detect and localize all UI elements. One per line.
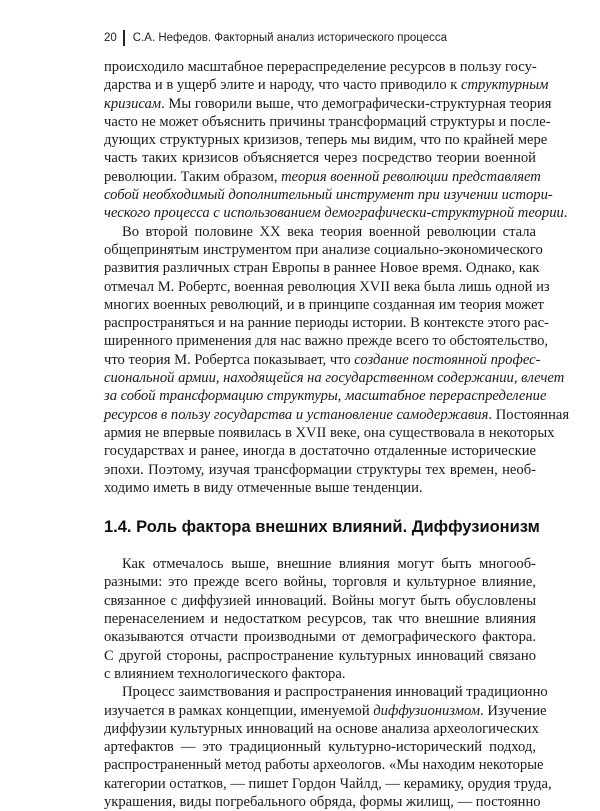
text-line xyxy=(104,95,552,113)
section-heading: 1.4. Роль фактора внешних влияний. Диффузионизм xyxy=(104,518,540,537)
emphasis: за собой трансформацию структуры, масштабное перераспределение xyxy=(104,388,547,405)
text-line: происходило масштабное перераспределение ресурсов в пользу госу- xyxy=(104,59,537,75)
body-text xyxy=(104,58,570,811)
text-span: . Постоянная xyxy=(488,406,570,423)
text-line xyxy=(104,406,570,424)
text-line: С другой стороны, распространение культурных инноваций связано xyxy=(104,647,536,664)
paragraph-4 xyxy=(104,683,552,811)
text-line: Процесс заимствования и распространения инноваций традиционно xyxy=(122,684,548,701)
header-divider xyxy=(123,30,125,46)
text-line: часть таких кризисов объясняется через посредство теории военной xyxy=(104,150,536,167)
text-line: Как отмечалось выше, внешние влияния могут быть многооб- xyxy=(122,556,536,573)
text-line: распространяться и на ранние периоды истории. В контексте этого рас- xyxy=(104,315,549,332)
text-line: оказываются отчасти производными от демографического фактора. xyxy=(104,629,536,646)
text-line: армия не впервые появилась в XVII веке, она существовала в некоторых xyxy=(104,424,555,441)
emphasis: создание постоянной профес- xyxy=(354,351,541,368)
text-line: ширенного применения для нас важно прежде всего то обстоятельство, xyxy=(104,333,549,350)
emphasis: структурным xyxy=(461,77,549,94)
text-span: что теория М. Робертса показывает, что xyxy=(104,351,355,368)
text-line: артефактов — это традиционный культурно-исторический подход, xyxy=(104,739,536,756)
emphasis: сиональной армии, находящейся на государственном содержании, влечет xyxy=(104,370,565,387)
text-line xyxy=(104,76,549,94)
text-line: государствах и ранее, иногда в достаточно отдаленные исторические xyxy=(104,443,536,460)
page-number: 20 xyxy=(104,32,117,44)
text-line: категории остатков, — пишет Гордон Чайлд, — керамику, орудия труда, xyxy=(104,775,552,792)
text-line: с влиянием технологического фактора. xyxy=(104,665,346,682)
text-line: отмечал М. Робертс, военная революция XVII века была лишь одной из xyxy=(104,278,550,295)
emphasis: ресурсов в пользу государства и установление самодержавия xyxy=(104,406,489,423)
text-line xyxy=(104,186,553,204)
text-line: эпохи. Поэтому, изучая трансформации структуры тех времен, необ- xyxy=(104,461,536,478)
text-line: ходимо иметь в виду отмеченные выше тенденции. xyxy=(104,479,423,496)
text-line: перенаселением и недостатком ресурсов, так что внешние влияния xyxy=(104,611,536,628)
text-line: распространенный метод работы археологов. «Мы находим некоторые xyxy=(104,757,544,774)
emphasis: ческого процесса с использованием демографически-структурной теории xyxy=(104,205,564,222)
text-line: дующих структурных кризизов, теперь мы видим, что по крайней мере xyxy=(104,132,548,149)
paragraph-3 xyxy=(104,555,536,683)
text-span: . Изучение xyxy=(480,702,547,719)
text-line xyxy=(104,204,568,222)
text-line: многих военных революций, и в принципе созданная им теория может xyxy=(104,296,544,313)
text-line: часто не может объяснить причины трансформаций структуры и после- xyxy=(104,113,551,130)
text-span: . xyxy=(563,205,568,222)
text-line: связанное с диффузией инноваций. Войны могут быть обусловлены xyxy=(104,592,536,609)
paragraph-2 xyxy=(104,223,570,497)
text-line: украшения, виды погребального обряда, формы жилищ, — постоянно xyxy=(104,793,541,810)
text-line: общепринятым инструментом при анализе социально-экономического xyxy=(104,241,543,258)
text-line: развития различных стран Европы в раннее Новое время. Однако, как xyxy=(104,260,540,277)
emphasis: диффузионизмом xyxy=(373,702,481,719)
emphasis: собой необходимый дополнительный инструмент при изучении истори- xyxy=(104,187,553,204)
running-head-title: С.А. Нефедов. Факторный анализ исторического процесса xyxy=(132,32,447,44)
text-line xyxy=(104,702,547,720)
emphasis: теория военной революции представляет xyxy=(281,168,541,185)
text-line xyxy=(104,351,541,369)
text-span: . Мы говорили выше, что демографически-структурная теория xyxy=(161,95,552,112)
text-line xyxy=(104,369,565,387)
text-span: революции. Таким образом, xyxy=(104,168,282,185)
text-line: диффузии культурных инноваций на основе анализа археологических xyxy=(104,720,539,737)
emphasis: кризисам xyxy=(104,95,162,112)
text-line xyxy=(104,387,547,405)
text-line: разными: это прежде всего войны, торговля и культурное влияние, xyxy=(104,574,536,591)
running-head xyxy=(104,28,544,48)
text-span: изучается в рамках концепции, именуемой xyxy=(104,702,374,719)
paragraph-1 xyxy=(104,58,568,223)
text-line: Во второй половине XX века теория военной революции стала xyxy=(122,223,536,240)
text-span: дарства и в ущерб элите и народу, что часто приводило к xyxy=(104,77,462,94)
text-line xyxy=(104,168,541,186)
